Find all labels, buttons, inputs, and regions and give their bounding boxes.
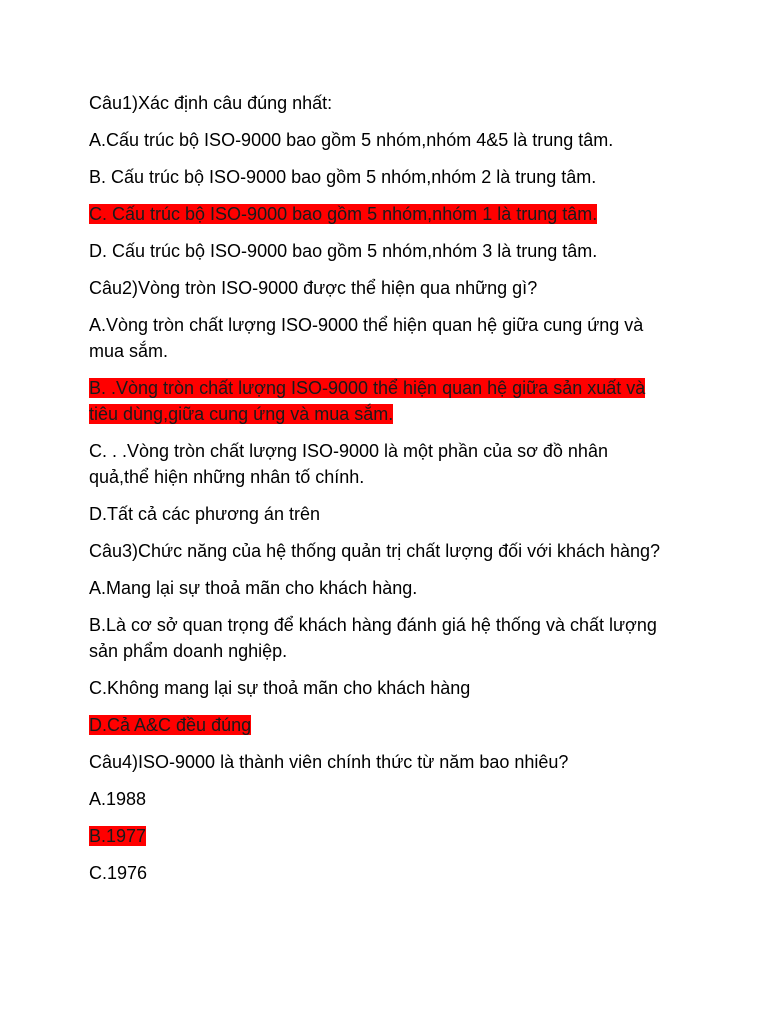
option-text: A.Mang lại sự thoả mãn cho khách hàng. — [89, 578, 418, 598]
question-3-option-a — [89, 575, 729, 601]
question-4-option-a — [89, 786, 729, 812]
question-1-option-c-highlighted — [89, 201, 729, 227]
question-3-option-c — [89, 675, 729, 701]
option-text — [89, 201, 729, 227]
question-1-option-d — [89, 238, 729, 264]
document-page — [89, 90, 729, 897]
question-1-option-a — [89, 127, 729, 153]
question-2-option-d — [89, 501, 729, 527]
question-4-option-b-highlighted — [89, 823, 729, 849]
option-text-continued: quả,thể hiện những nhân tố chính. — [89, 467, 365, 487]
option-text: C.Không mang lại sự thoả mãn cho khách hàng — [89, 678, 471, 698]
option-text — [89, 823, 729, 849]
highlighted-answer: D.Cả A&C đều đúng — [89, 715, 252, 735]
option-text-continued: sản phẩm doanh nghiệp. — [89, 641, 288, 661]
option-text: B.Là cơ sở quan trọng để khách hàng đánh giá hệ thống và chất lượng — [89, 615, 657, 635]
option-text: A.Cấu trúc bộ ISO-9000 bao gồm 5 nhóm,nhóm 4&5 là trung tâm. — [89, 130, 614, 150]
question-text: Câu1)Xác định câu đúng nhất: — [89, 93, 333, 113]
question-text: Câu2)Vòng tròn ISO-9000 được thể hiện qua những gì? — [89, 278, 538, 298]
question-4-prompt — [89, 749, 729, 775]
question-1-option-b — [89, 164, 729, 190]
question-2-option-b-highlighted — [89, 375, 729, 427]
question-2-option-c — [89, 438, 729, 490]
option-text: D. Cấu trúc bộ ISO-9000 bao gồm 5 nhóm,nhóm 3 là trung tâm. — [89, 241, 598, 261]
question-3-option-b — [89, 612, 729, 664]
question-2-prompt — [89, 275, 729, 301]
option-text: A.1988 — [89, 789, 147, 809]
option-text — [89, 375, 729, 401]
question-4-option-c — [89, 860, 729, 886]
highlighted-answer: C. Cấu trúc bộ ISO-9000 bao gồm 5 nhóm,nhóm 1 là trung tâm. — [89, 204, 598, 224]
highlighted-answer: B. .Vòng tròn chất lượng ISO-9000 thể hiện quan hệ giữa sản xuất và — [89, 378, 646, 398]
option-text: D.Tất cả các phương án trên — [89, 504, 320, 524]
option-text — [89, 712, 729, 738]
question-3-prompt — [89, 538, 729, 564]
option-text-continued — [89, 401, 729, 427]
option-text: C. . .Vòng tròn chất lượng ISO-9000 là một phần của sơ đồ nhân — [89, 441, 608, 461]
question-3-option-d-highlighted — [89, 712, 729, 738]
question-text: Câu4)ISO-9000 là thành viên chính thức từ năm bao nhiêu? — [89, 752, 569, 772]
option-text: C.1976 — [89, 863, 148, 883]
question-2-option-a — [89, 312, 729, 364]
option-text-continued: mua sắm. — [89, 341, 169, 361]
question-text: Câu3)Chức năng của hệ thống quản trị chất lượng đối với khách hàng? — [89, 541, 661, 561]
option-text: B. Cấu trúc bộ ISO-9000 bao gồm 5 nhóm,nhóm 2 là trung tâm. — [89, 167, 597, 187]
question-1-prompt — [89, 90, 729, 116]
highlighted-answer: tiêu dùng,giữa cung ứng và mua sắm. — [89, 404, 394, 424]
option-text: A.Vòng tròn chất lượng ISO-9000 thể hiện quan hệ giữa cung ứng và — [89, 315, 644, 335]
highlighted-answer: B.1977 — [89, 826, 147, 846]
